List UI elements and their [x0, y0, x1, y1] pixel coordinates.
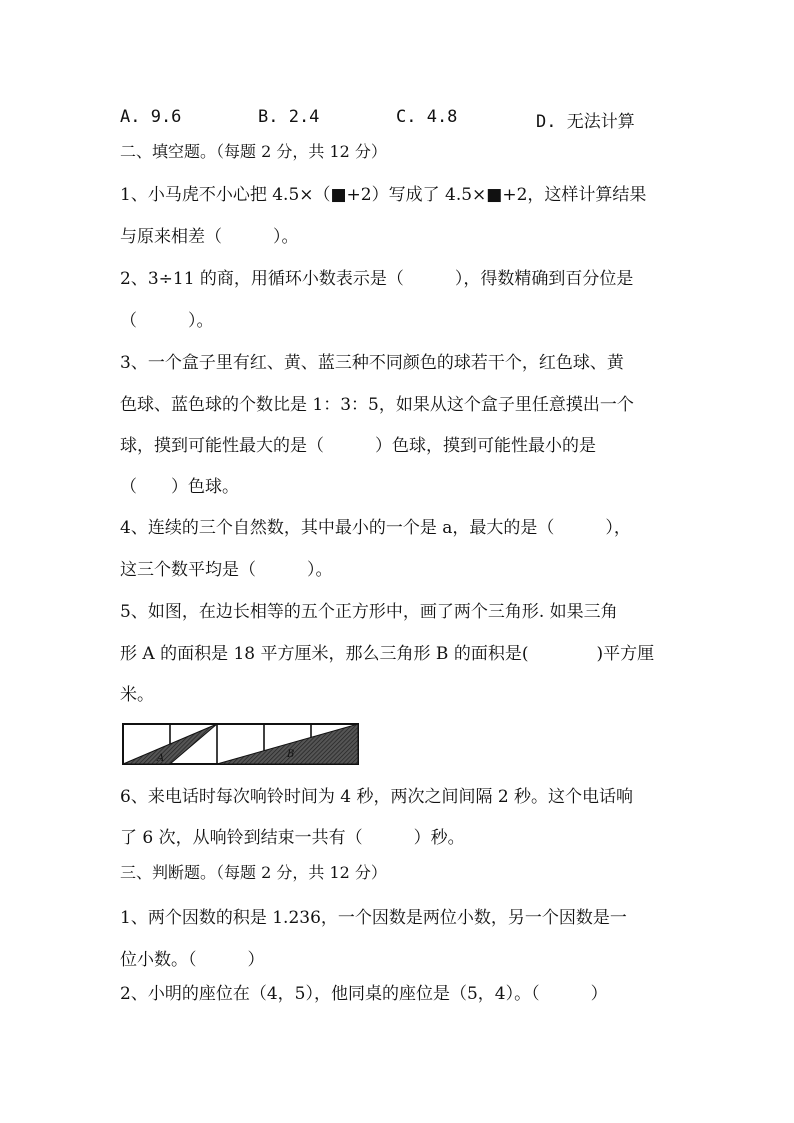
s2-q5-line3: 米。 — [120, 685, 154, 705]
section3-heading: 三、判断题。（每题 2 分，共 12 分） — [120, 863, 387, 882]
s2-q3-line4: （ ）色球。 — [120, 477, 239, 497]
s2-q2-line2: （ ）。 — [120, 311, 214, 331]
s2-q1-line1: 1、小马虎不小心把 4.5×（■+2）写成了 4.5×■+2，这样计算结果 — [120, 185, 647, 205]
s2-q1-line2: 与原来相差（ ）。 — [120, 227, 299, 247]
section2-heading: 二、填空题。（每题 2 分，共 12 分） — [120, 142, 387, 161]
s2-q5-line2: 形 A 的面积是 18 平方厘米，那么三角形 B 的面积是( )平方厘 — [120, 644, 655, 664]
triangle-a-label: A — [157, 753, 165, 764]
five-squares-figure — [121, 722, 361, 768]
s2-q6-line1: 6、来电话时每次响铃时间为 4 秒，两次之间间隔 2 秒。这个电话响 — [120, 787, 634, 807]
s3-q2-line1: 2、小明的座位在（4，5），他同桌的座位是（5，4）。（ ） — [120, 984, 608, 1004]
option-d: D. 无法计算 — [536, 112, 635, 132]
s2-q5-line1: 5、如图，在边长相等的五个正方形中，画了两个三角形. 如果三角 — [120, 602, 618, 622]
option-b: B. 2.4 — [258, 107, 320, 127]
triangle-b-label: B — [287, 749, 295, 760]
option-a: A. 9.6 — [120, 107, 182, 127]
option-c: C. 4.8 — [396, 107, 458, 127]
s2-q3-line1: 3、一个盒子里有红、黄、蓝三种不同颜色的球若干个，红色球、黄 — [120, 353, 624, 373]
s2-q4-line2: 这三个数平均是（ ）。 — [120, 560, 333, 580]
s2-q4-line1: 4、连续的三个自然数，其中最小的一个是 a，最大的是（ ）， — [120, 518, 631, 538]
s2-q3-line2: 色球、蓝色球的个数比是 1：3：5，如果从这个盒子里任意摸出一个 — [120, 395, 634, 415]
s2-q6-line2: 了 6 次，从响铃到结束一共有（ ）秒。 — [120, 828, 465, 848]
s3-q1-line1: 1、两个因数的积是 1.236，一个因数是两位小数，另一个因数是一 — [120, 908, 627, 928]
s2-q3-line3: 球，摸到可能性最大的是（ ）色球，摸到可能性最小的是 — [120, 436, 596, 456]
s2-q2-line1: 2、3÷11 的商，用循环小数表示是（ ），得数精确到百分位是 — [120, 269, 634, 289]
s3-q1-line2: 位小数。（ ） — [120, 950, 265, 970]
